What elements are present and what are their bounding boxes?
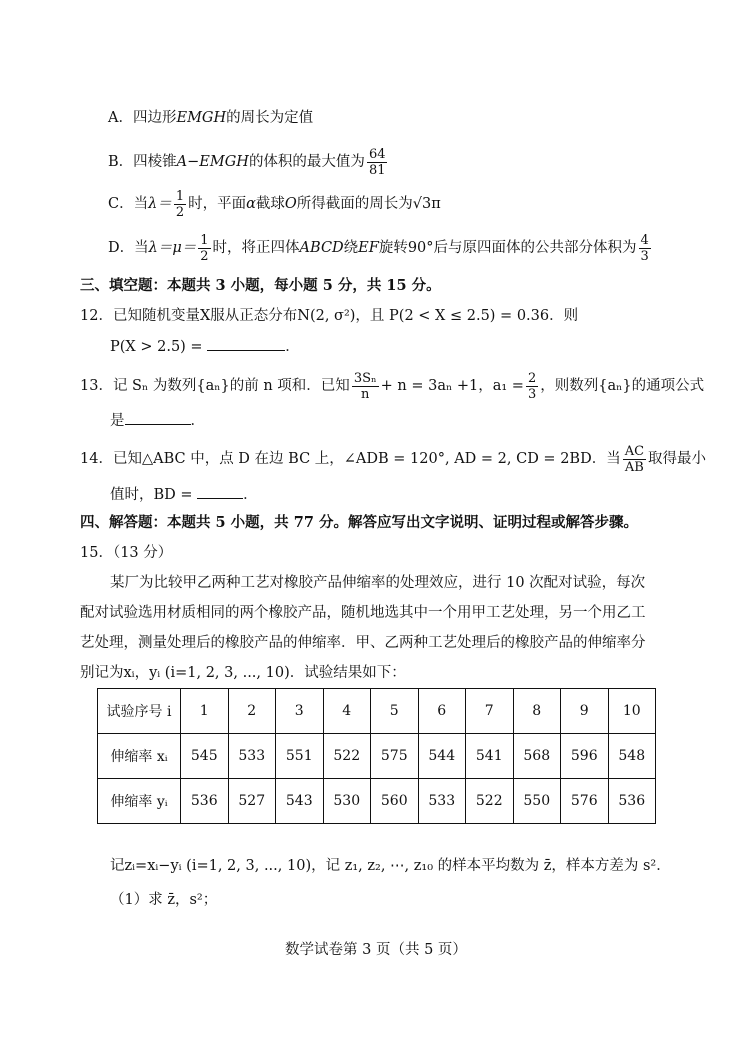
option-c-fraction (174, 189, 186, 220)
q12-answer-blank[interactable] (207, 336, 285, 351)
table-cell: 551 (276, 734, 324, 779)
q14-frac-num: AC (624, 443, 645, 459)
q15-para-line-2: 配对试验选用材质相同的两个橡胶产品，随机地选其中一个用甲工艺处理，另一个用乙工 (80, 605, 646, 621)
option-d (108, 232, 653, 264)
q12-line2: P(X > 2.5) = ． (110, 336, 300, 357)
table-row-x-label: 伸缩率 xᵢ (98, 734, 181, 779)
option-c-prefix: C．当 (108, 196, 149, 212)
q13-frac2-num: 2 (527, 370, 537, 386)
option-b-suffix: 的体积的最大值为 (248, 154, 365, 170)
option-d-frac-num: 1 (200, 232, 209, 248)
q14-answer-blank[interactable] (197, 484, 243, 499)
option-c-frac-den: 2 (175, 204, 185, 220)
option-d-lambda-mu: λ＝μ＝ (148, 240, 197, 256)
option-d-frac-den: 2 (200, 248, 209, 264)
option-b-fraction (367, 147, 388, 178)
table-cell: 6 (418, 689, 466, 734)
q14-part2: 取得最小 (648, 451, 707, 467)
table-cell: 522 (323, 734, 371, 779)
table-cell: 3 (276, 689, 324, 734)
q13-line2-text: 是 (110, 413, 125, 429)
table-cell: 7 (466, 689, 514, 734)
table-cell: 536 (608, 779, 656, 824)
q15-para-line-1: 某厂为比较甲乙两种工艺对橡胶产品伸缩率的处理效应，进行 10 次配对试验，每次 (110, 575, 646, 591)
q14-part1: 14．已知△ABC 中，点 D 在边 BC 上，∠ADB = 120°, AD = 2, CD = 2BD．当 (80, 451, 621, 467)
page-footer: 数学试卷第 3 页（共 5 页） (285, 942, 467, 958)
table-cell: 550 (513, 779, 561, 824)
results-table (97, 688, 656, 824)
section-4-heading: 四、解答题：本题共 5 小题，共 77 分。解答应写出文字说明、证明过程或解答步骤。 (80, 514, 638, 531)
table-cell: 545 (181, 734, 229, 779)
option-d-fraction (198, 233, 210, 264)
q14-frac-den: AB (624, 459, 644, 475)
option-a-suffix: 的周长为定值 (226, 110, 314, 126)
table-cell: 541 (466, 734, 514, 779)
table-cell: 522 (466, 779, 514, 824)
table-cell: 8 (513, 689, 561, 734)
q13-answer-blank[interactable] (125, 410, 191, 425)
table-cell: 560 (371, 779, 419, 824)
option-b-math: A−EMGH (176, 154, 249, 170)
table-row-x (98, 734, 656, 779)
option-d-fraction-2 (639, 233, 651, 264)
option-c-frac-num: 1 (175, 188, 185, 204)
section-3-heading: 三、填空题：本题共 3 小题，每小题 5 分，共 15 分。 (80, 277, 441, 294)
q13-fraction (352, 371, 379, 402)
q13-frac-den: n (361, 386, 370, 402)
table-cell: 1 (181, 689, 229, 734)
option-b (108, 146, 389, 178)
option-a-prefix: A．四边形 (108, 110, 177, 126)
q12-line1: 12．已知随机变量X服从正态分布N(2, σ²)，且 P(2 < X ≤ 2.5) = 0.36．则 (80, 308, 579, 324)
table-cell: 596 (561, 734, 609, 779)
table-header-label: 试验序号 i (98, 689, 181, 734)
option-c-ball: O (284, 196, 297, 212)
q13-part1: 13．记 Sₙ 为数列{aₙ}的前 n 项和．已知 (80, 378, 350, 394)
q15-para-line-4: 别记为xᵢ，yᵢ (i=1, 2, 3, ..., 10)．试验结果如下： (80, 665, 406, 681)
q13-frac2-den: 3 (527, 386, 537, 402)
q13-part2: + n = 3aₙ +1，a₁ = (380, 378, 524, 394)
table-row-index (98, 689, 656, 734)
option-c-lambda: λ＝ (148, 196, 172, 212)
q14-line2-text: 值时，BD = (110, 487, 193, 503)
q14-fraction (623, 444, 646, 475)
table-cell: 543 (276, 779, 324, 824)
table-cell: 527 (228, 779, 276, 824)
table-cell: 548 (608, 734, 656, 779)
option-d-frac2-den: 3 (640, 248, 649, 264)
q15-header: 15．（13 分） (80, 545, 173, 561)
table-cell: 4 (323, 689, 371, 734)
option-c-mid2: 截球 (255, 196, 285, 212)
table-cell: 5 (371, 689, 419, 734)
q15-note: 记zᵢ=xᵢ−yᵢ (i=1, 2, 3, ..., 10)，记 z₁, z₂, ⋯, z₁₀ 的样本平均数为 z̄，样本方差为 s²． (110, 858, 671, 874)
table-row-y (98, 779, 656, 824)
option-d-abcd: ABCD (299, 240, 344, 256)
table-cell: 533 (228, 734, 276, 779)
q13-line1 (80, 368, 704, 404)
option-a (108, 108, 313, 128)
option-d-mid2: 绕 (343, 240, 359, 256)
option-c-value: √3π (412, 196, 441, 212)
option-b-prefix: B．四棱锥 (108, 154, 177, 170)
table-cell: 544 (418, 734, 466, 779)
option-c-alpha: α (246, 196, 256, 212)
table-cell: 530 (323, 779, 371, 824)
q15-para-line-3: 艺处理，测量处理后的橡胶产品的伸缩率．甲、乙两种工艺处理后的橡胶产品的伸缩率分 (80, 635, 646, 651)
q13-part3: ，则数列{aₙ}的通项公式 (540, 378, 705, 394)
option-b-frac-den: 81 (368, 162, 386, 178)
table-cell: 576 (561, 779, 609, 824)
option-b-frac-num: 64 (368, 146, 386, 162)
option-d-suffix: 旋转90°后与原四面体的公共部分体积为 (378, 240, 637, 256)
q13-line2: 是 ． (110, 410, 205, 431)
table-cell: 10 (608, 689, 656, 734)
option-d-mid: 时，将正四体 (212, 240, 300, 256)
table-cell: 575 (371, 734, 419, 779)
table-cell: 2 (228, 689, 276, 734)
option-c-suffix: 所得截面的周长为 (296, 196, 413, 212)
q14-line2: 值时，BD = ． (110, 484, 258, 505)
table-cell: 533 (418, 779, 466, 824)
q13-frac-num: 3Sₙ (353, 370, 377, 386)
table-cell: 9 (561, 689, 609, 734)
option-c (108, 188, 441, 220)
option-d-ef: EF (358, 240, 379, 256)
table-cell: 536 (181, 779, 229, 824)
table-row-y-label: 伸缩率 yᵢ (98, 779, 181, 824)
q13-fraction-2 (526, 371, 538, 402)
option-a-math: EMGH (176, 110, 227, 126)
q12-line2-text: P(X > 2.5) = (110, 339, 203, 355)
table-cell: 568 (513, 734, 561, 779)
option-d-frac2-num: 4 (640, 232, 649, 248)
option-d-prefix: D．当 (108, 240, 149, 256)
q15-sub1: （1）求 z̄，s²； (110, 892, 218, 908)
q14-line1 (80, 441, 706, 477)
option-c-mid: 时，平面 (188, 196, 247, 212)
